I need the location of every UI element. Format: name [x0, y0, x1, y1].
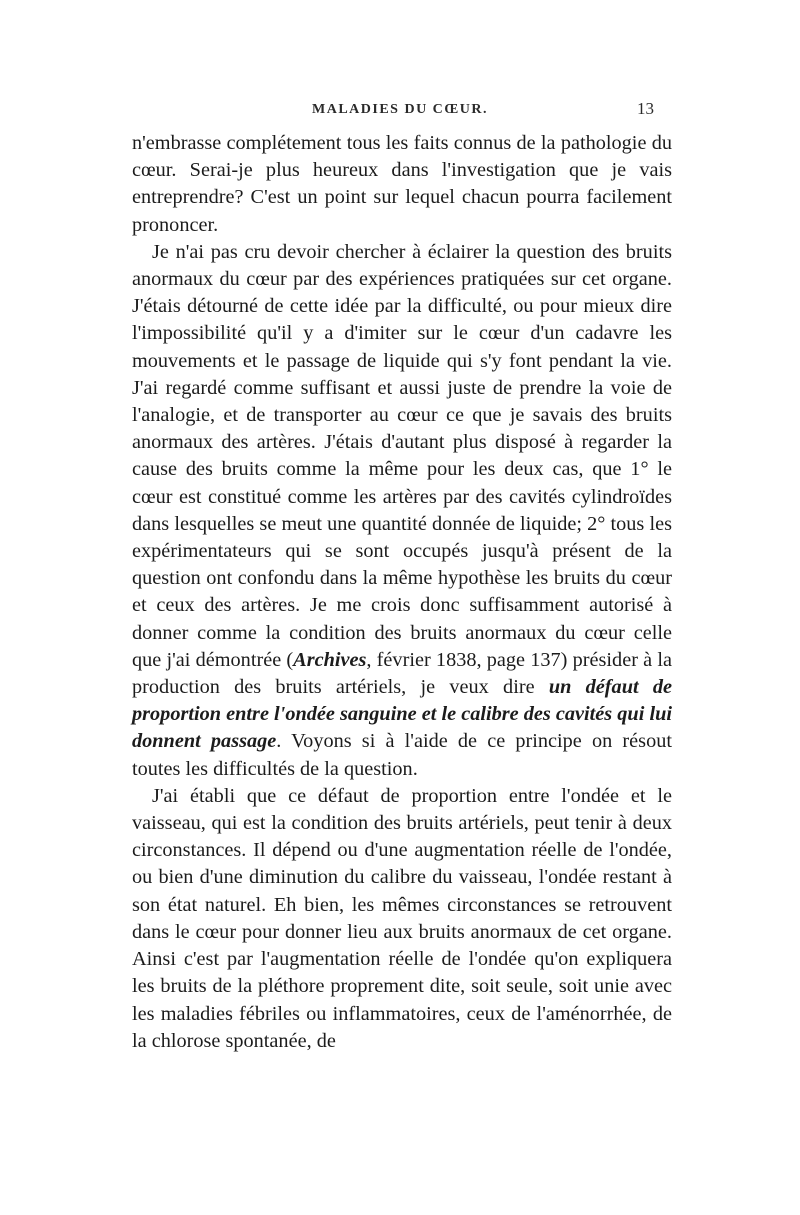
paragraph-2	[132, 239, 672, 783]
paragraph-3: J'ai établi que ce défaut de proportion entre l'ondée et le vaisseau, qui est la condition des bruits artériels, peut tenir à deux circonstances. Il dépend ou d'une augmentation réelle de l'ondée, ou bien d'une diminution du calibre du vaisseau, l'ondée restant à son état naturel. Eh bien, les mêmes circonstances se retrouvent dans le cœur pour donner lieu aux bruits anormaux de cet organe. Ainsi c'est par l'augmentation réelle de l'ondée qu'on expliquera les bruits de la pléthore proprement dite, soit seule, soit unie avec les maladies fébriles ou inflammatoires, ceux de l'aménorrhée, de la chlorose spontanée, de	[132, 784, 672, 1052]
paragraph-2-text-a: Je n'ai pas cru devoir chercher à éclairer la question des bruits anormaux du cœur par des expériences pratiquées sur cet organe. J'étais détourné de cette idée par la difficulté, ou pour mieux dire l'impossibilité qu'il y a d'imiter sur le cœur d'un cadavre les mouvements et le passage de liquide qui s'y font pendant la vie. J'ai regardé comme suffisant et aussi juste de prendre la voie de l'analogie, et de transporter au cœur ce que je savais des bruits anormaux des artères. J'étais d'autant plus disposé à regarder la cause des bruits comme la même pour les deux cas, que 1° le cœur est constitué comme les artères par des cavités cylindroïdes dans lesquelles se meut une quantité donnée de liquide; 2° tous les expérimentateurs qui se sont occupés jusqu'à présent de la question ont confondu dans la même hypothèse les bruits du cœur et ceux des artères. Je me crois donc suffisamment autorisé à donner comme la condition des bruits anormaux du cœur celle que j'ai démontrée (	[132, 240, 672, 671]
page-number: 13	[637, 99, 654, 118]
running-head	[132, 99, 654, 124]
paragraph-2-text-c: . Voyons si à l'aide de ce principe on résout toutes les difficultés de la question.	[132, 730, 672, 780]
running-title: MALADIES DU CŒUR.	[312, 102, 489, 117]
archives-citation: Archives	[293, 648, 367, 671]
body-text	[132, 130, 672, 1055]
paragraph-1: n'embrasse complétement tous les faits connus de la pathologie du cœur. Serai-je plus heureux dans l'investigation que je vais entreprendre? C'est un point sur lequel chacun pourra facilement prononcer.	[132, 132, 672, 236]
emphasized-principle: un défaut de proportion entre l'ondée sanguine et le calibre des cavités qui lui donnent passage	[132, 676, 672, 753]
paragraph-2-text-b: , février 1838, page 137) présider à la production des bruits artériels, je veux dire	[132, 648, 673, 699]
